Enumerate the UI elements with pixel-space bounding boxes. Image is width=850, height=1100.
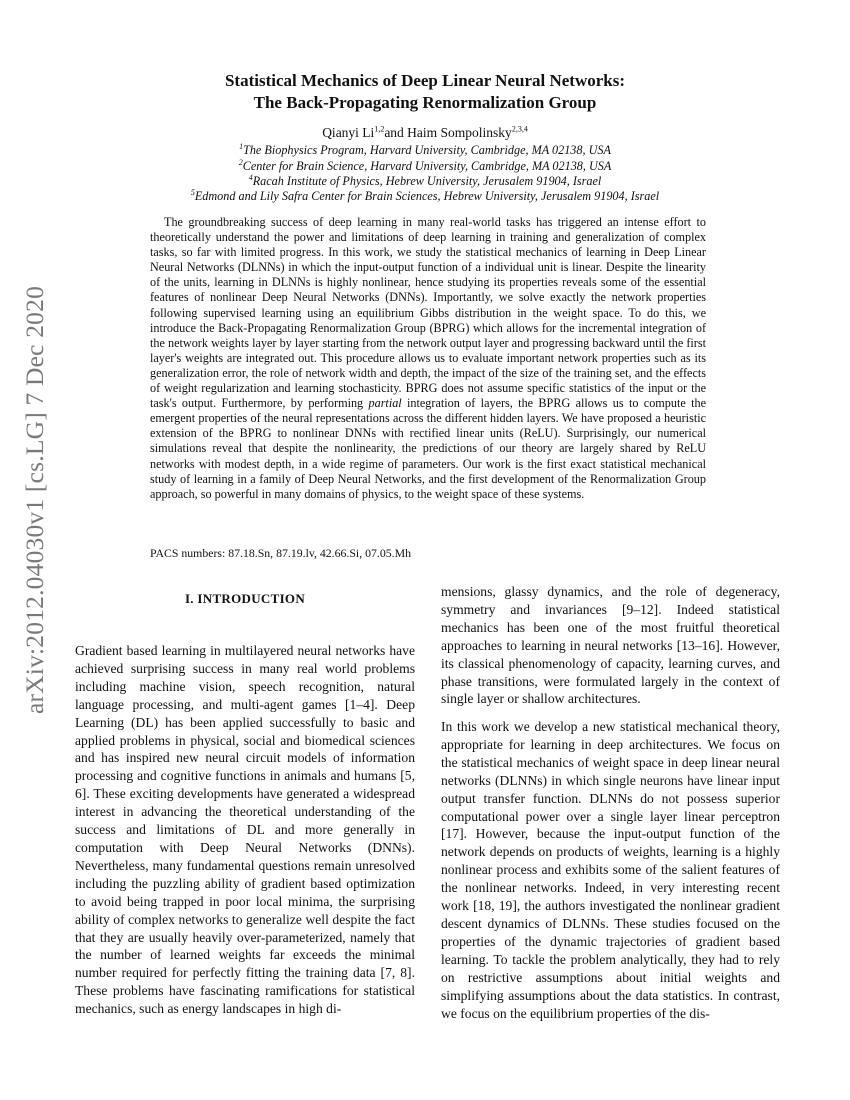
affiliation-4-text: Racah Institute of Physics, Hebrew University, Jerusalem 91904, Israel bbox=[252, 174, 602, 188]
affiliation-2 bbox=[100, 158, 750, 174]
author-2-affil-marks: 2,3,4 bbox=[511, 124, 528, 134]
abstract-text-part-2: integration of layers, the BPRG allows us to compute the emergent properties of the neural representations across the different hidden layers. We have proposed a heuristic extension of the BPRG to nonlinear DNNs with rectified linear units (ReLU). Surprisingly, our numerical simulations reveal that despite the nonlinearity, the predictions of our theory are largely shared by ReLU networks with modest depth, in a wide regime of parameters. Our work is the first exact statistical mechanical study of learning in a family of Deep Neural Networks, and the first development of the Renormalization Group approach, so powerful in many domains of physics, to the weight space of these systems. bbox=[150, 396, 706, 501]
arxiv-id-text: arXiv:2012.04030v1 [cs.LG] 7 Dec 2020 bbox=[20, 285, 49, 715]
abstract-italic-word: partial bbox=[368, 396, 402, 411]
affiliation-1-mark: 1 bbox=[239, 141, 244, 151]
paper-title bbox=[100, 70, 750, 114]
title-line-2: The Back-Propagating Renormalization Group bbox=[253, 93, 597, 112]
pacs-numbers: PACS numbers: 87.18.Sn, 87.19.lv, 42.66.Si, 07.05.Mh bbox=[150, 546, 411, 560]
author-connector: and Haim Sompolinsky bbox=[384, 125, 512, 140]
author-list bbox=[100, 124, 750, 141]
affiliation-2-mark: 2 bbox=[238, 157, 243, 167]
affiliation-5-text: Edmond and Lily Safra Center for Brain Sciences, Hebrew University, Jerusalem 91904, Israel bbox=[194, 189, 660, 203]
affiliation-5 bbox=[100, 188, 750, 204]
author-1-name: Qianyi Li bbox=[322, 125, 375, 140]
abstract bbox=[150, 215, 706, 502]
affiliation-4 bbox=[100, 173, 750, 189]
affiliation-4-mark: 4 bbox=[248, 172, 253, 182]
author-1-affil-marks: 1,2 bbox=[374, 124, 385, 134]
abstract-text-part-1: The groundbreaking success of deep learning in many real-world tasks has triggered an intense effort to theoretically understand the power and limitations of deep learning in training and generalization of complex tasks, so far with limited progress. In this work, we study the statistical mechanics of learning in Deep Linear Neural Networks (DLNNs) in which the input-output function of a individual unit is linear. Despite the linearity of the units, learning in DLNNs is highly nonlinear, hence studying its properties reveals some of the essential features of nonlinear Deep Neural Networks (DNNs). Importantly, we solve exactly the network properties following supervised learning using an equilibrium Gibbs distribution in the weight space. To do this, we introduce the Back-Propagating Renormalization Group (BPRG) which allows for the incremental integration of the network weights layer by layer starting from the network output layer and progressing backward until the first layer's weights are integrated out. This procedure allows us to evaluate important network properties such as its generalization error, the role of network width and depth, the impact of the size of the training set, and the effects of weight regularization and learning stochasticity. BPRG does not assume specific statistics of the input or the task's output. Furthermore, by performing bbox=[150, 215, 706, 411]
arxiv-identifier-stamp bbox=[10, 285, 60, 715]
affiliation-2-text: Center for Brain Science, Harvard University, Cambridge, MA 02138, USA bbox=[242, 159, 612, 173]
section-heading-introduction: I. INTRODUCTION bbox=[184, 591, 306, 606]
body-left-column: Gradient based learning in multilayered neural networks have achieved surprising success in many real world problems including machine vision, speech recognition, natural language processing, and multi-agent games [1–4]. Deep Learning (DL) has been applied successfully to basic and applied problems in physical, social and biomedical sciences and has inspired new neural circuit models of information processing and cognitive functions in animals and humans [5, 6]. These exciting developments have generated a widespread interest in advancing the theoretical understanding of the success and limitations of DL and more generally in computation with Deep Neural Networks (DNNs). Nevertheless, many fundamental questions remain unresolved including the puzzling ability of gradient based optimization to avoid being trapped in poor local minima, the surprising ability of complex networks to generalize well despite the fact that they are usually heavily over-parameterized, namely that the number of learned weights far exceeds the minimal number required for perfectly fitting the training data [7, 8]. These problems have fascinating ramifications for statistical mechanics, such as energy landscapes in high di- bbox=[75, 643, 415, 1017]
affiliation-1 bbox=[100, 142, 750, 158]
affiliation-1-text: The Biophysics Program, Harvard University, Cambridge, MA 02138, USA bbox=[243, 143, 611, 157]
affiliation-5-mark: 5 bbox=[190, 187, 195, 197]
title-line-1: Statistical Mechanics of Deep Linear Neural Networks: bbox=[224, 71, 626, 90]
body-right-paragraph-2: In this work we develop a new statistical mechanical theory, appropriate for learning in deep architectures. We focus on the statistical mechanics of weight space in deep linear neural networks (DLNNs) in which single neurons have linear input output transfer function. DLNNs do not possess superior computational power over a single layer linear perceptron [17]. However, because the input-output function of the network depends on products of weights, learning is a highly nonlinear process and exhibits some of the salient features of the nonlinear networks. Indeed, in very interesting recent work [18, 19], the authors investigated the nonlinear gradient descent dynamics of DLNNs. These studies focused on the properties of the dynamic trajectories of gradient based learning. To tackle the problem analytically, they had to rely on restrictive assumptions about initial weights and simplifying assumptions about the data statistics. In contrast, we focus on the equilibrium properties of the dis- bbox=[441, 719, 780, 1021]
body-right-paragraph-1: mensions, glassy dynamics, and the role of degeneracy, symmetry and invariances [9–12]. Indeed statistical mechanics has been one of the most fruitful theoretical approaches to learning in neural networks [13–16]. However, its classical phenomenology of capacity, learning curves, and phase transitions, were formulated largely in the context of single layer or shallow architectures. bbox=[441, 584, 780, 707]
